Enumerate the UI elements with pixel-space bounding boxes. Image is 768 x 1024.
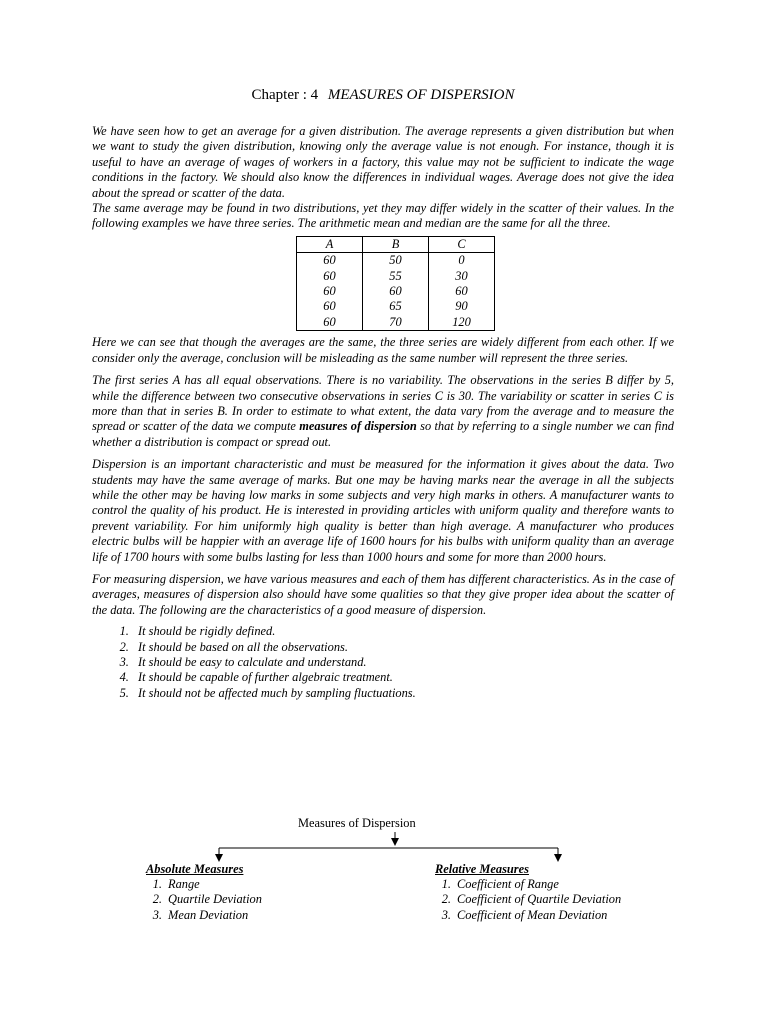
relative-measures-title: Relative Measures [435,862,529,876]
tree-root-label: Measures of Dispersion [298,816,416,830]
list-item: 2. It should be based on all the observations. [132,640,674,655]
table-cell: 60 [363,284,429,299]
series-header-b: B [363,236,429,252]
measures-of-dispersion-term: measures of dispersion [299,419,417,434]
table-row [297,269,495,284]
series-table-header [297,236,495,252]
table-cell: 30 [429,269,495,284]
table-cell: 60 [429,284,495,299]
chapter-heading [92,87,674,104]
characteristics-list [92,624,674,701]
table-cell: 0 [429,253,495,269]
table-row [297,253,495,269]
absolute-measures-list [140,877,262,923]
list-item: 5. It should not be affected much by sampling fluctuations. [132,686,674,701]
paragraph-good-measure: For measuring dispersion, we have various measures and each of them has different characteristics. As in the case of averages, measures of dispersion also should have some qualities so that they give proper idea about the scatter of the data. The following are the characteristics of a good measure of dispersion. [92,571,674,617]
chapter-title: MEASURES OF DISPERSION [327,87,515,103]
list-item: 4. It should be capable of further algebraic treatment. [132,670,674,685]
list-item: 1. It should be rigidly defined. [132,624,674,639]
series-table [296,236,495,331]
relative-measures-list [429,877,621,923]
table-cell: 60 [297,284,363,299]
table-cell: 60 [297,299,363,314]
table-row [297,315,495,331]
chapter-number: Chapter : 4 [251,87,319,103]
list-item: 2. Quartile Deviation [152,892,262,907]
table-row [297,299,495,314]
list-item: 3. It should be easy to calculate and understand. [132,655,674,670]
list-item: 3. Coefficient of Mean Deviation [441,907,608,922]
table-cell: 120 [429,315,495,331]
paragraph-misleading-average: Here we can see that though the averages are the same, the three series are widely different from each other. If we consider only the average, conclusion will be misleading as the same number will represent the three series. [92,335,674,365]
series-header-a: A [297,236,363,252]
list-item: 1. Range [152,877,200,891]
paragraph-series-variability-text: The first series A has all equal observations. There is no variability. The observations in the series B differ by 5, while the difference between two consecutive observations in series C is 30. The variability or scatter in series C is more than that in series B. In order to estimate to what extent, the data vary from the average and to measure the spread or scatter of the data we compute [92,373,674,434]
table-cell: 90 [429,299,495,314]
series-header-c: C [429,236,495,252]
absolute-measures-title: Absolute Measures [146,862,244,876]
table-cell: 60 [297,315,363,331]
table-cell: 65 [363,299,429,314]
table-cell: 50 [363,253,429,269]
list-item: 1. Coefficient of Range [441,877,559,891]
paragraph-dispersion-importance: Dispersion is an important characteristic and must be measured for the information it gives about the data. Two students may have the same average of marks. But one may be having marks near the average in all the subjects while the other may be having low marks in some subjects and very high marks in others. A manufacturer wants to control the quality of his product. He is interested in providing articles with uniform quality and therefore wants to prevent variability. For him uniformly high quality is better than high average. A manufacturer who produces electric bulbs will be happier with an average life of 1600 hours for his bulbs with uniform quality than an average life of 1700 hours with some bulbs lasting for less than 1000 hours and some for more than 2000 hours. [92,457,674,564]
paragraph-intro: We have seen how to get an average for a given distribution. The average represents a given distribution but when we want to study the given distribution, knowing only the average value is not enough. For instance, though it is useful to have an average of wages of workers in a factory, this value may not be sufficient to indicate the wage conditions in the factory. We should also know the differences in individual wages. Average does not give the idea about the spread or scatter of the data. [92,124,674,200]
table-row [297,284,495,299]
chapter-body [92,124,674,701]
list-item: 2. Coefficient of Quartile Deviation [441,892,622,907]
list-item: 3. Mean Deviation [152,907,249,922]
paragraph-series-variability-end: so that by referring to a single number we can find whether a distribution is compact or spread out. [92,419,674,449]
table-cell: 70 [363,315,429,331]
paragraph-same-average: The same average may be found in two distributions, yet they may differ widely in the scatter of their values. In the following examples we have three series. The arithmetic mean and median are the same for all the three. [92,201,674,231]
table-cell: 60 [297,269,363,284]
dispersion-classification-diagram [92,812,674,932]
paragraph-series-variability [92,373,674,450]
table-cell: 60 [297,253,363,269]
table-cell: 55 [363,269,429,284]
